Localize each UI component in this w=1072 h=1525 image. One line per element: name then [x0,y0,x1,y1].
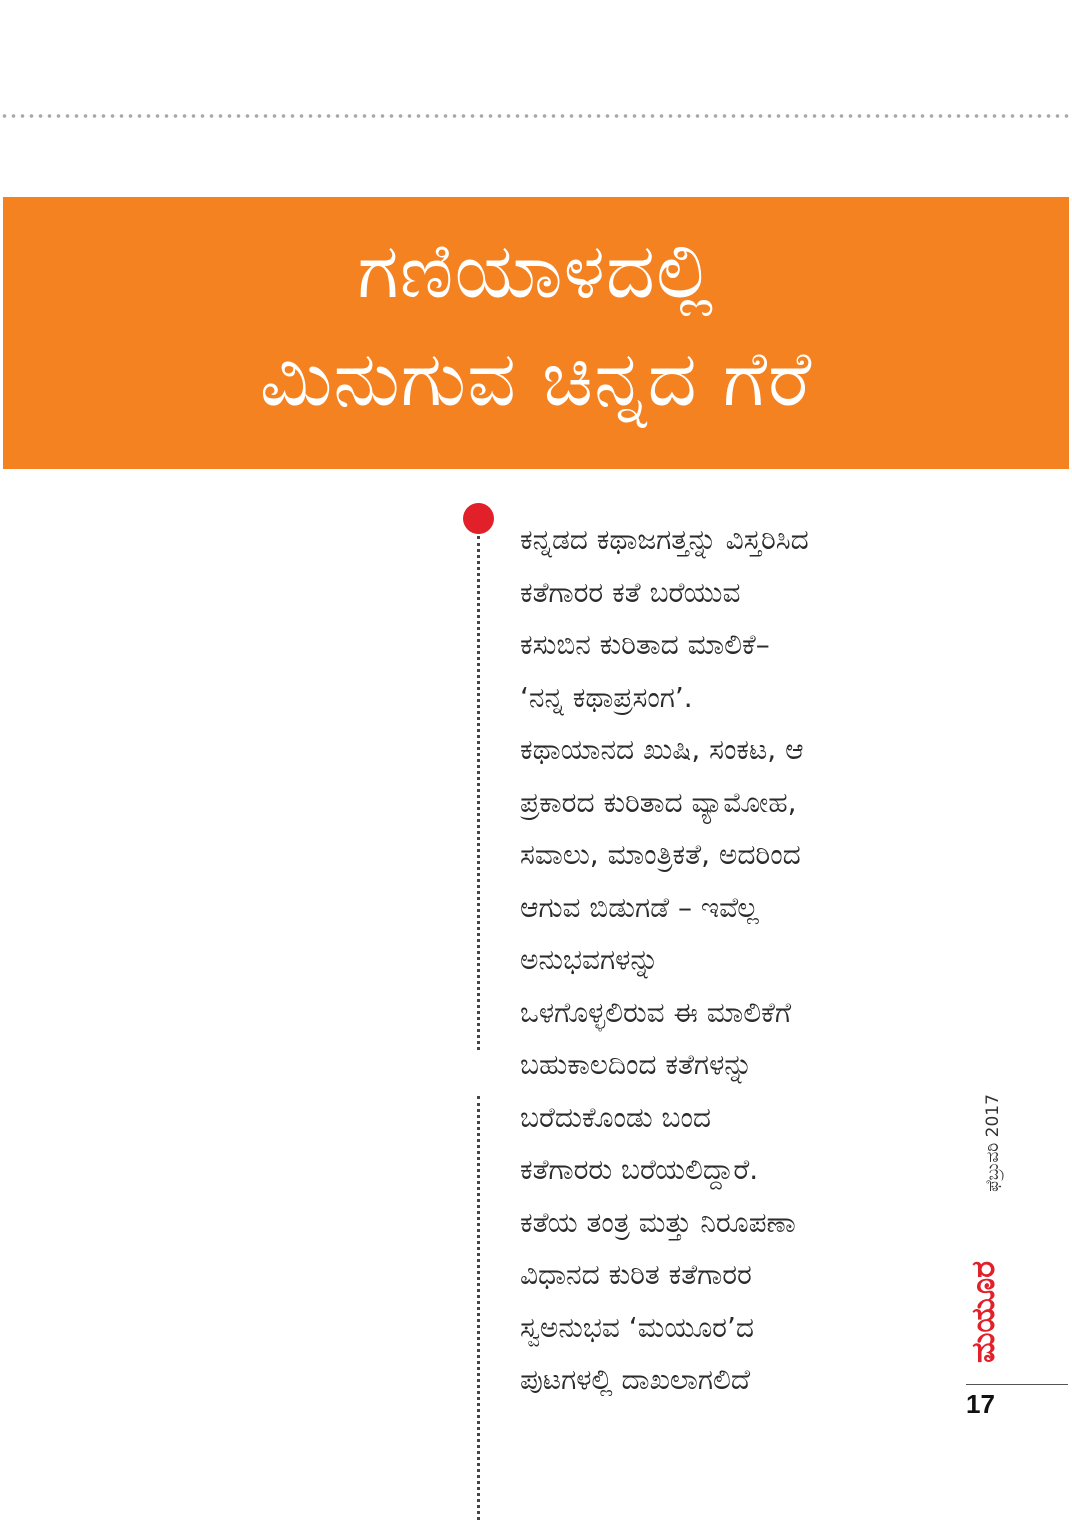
paragraph-line: ಬಹುಕಾಲದಿಂದ ಕತೆಗಳನ್ನು [520,1048,753,1081]
paragraph-line: ಅನುಭವಗಳನ್ನು [520,943,659,976]
page-number-rule [966,1384,1068,1385]
paragraph-line: ‘ನನ್ನ ಕಥಾಪ್ರಸಂಗ’. [520,680,693,714]
paragraph-line: ಪ್ರಕಾರದ ಕುರಿತಾದ ವ್ಯಾಮೋಹ, [520,785,797,819]
dotted-vertical-rule-upper [477,536,480,1050]
paragraph-line: ಬರೆದುಕೊಂಡು ಬಂದ [520,1100,711,1134]
top-dotted-divider [0,114,1072,118]
title-banner [3,197,1069,469]
title-line-2: ಮಿನುಗುವ ಚಿನ್ನದ ಗೆರೆ [259,334,813,423]
magazine-logo: ಮಯೂರ [964,1260,1002,1364]
paragraph-line: ಸ್ವಅನುಭವ ‘ಮಯೂರ’ದ [520,1310,754,1344]
page-number: 17 [966,1389,995,1419]
paragraph-line: ಪುಟಗಳಲ್ಲಿ ದಾಖಲಾಗಲಿದೆ [520,1363,751,1396]
paragraph-line: ಕತೆಗಾರರು ಬರೆಯಲಿದ್ದಾರೆ. [520,1153,759,1186]
paragraph-line: ಕಸುಬಿನ ಕುರಿತಾದ ಮಾಲಿಕೆ– [520,628,770,661]
paragraph-line: ಆಗುವ ಬಿಡುಗಡೆ – ಇವೆಲ್ಲ [520,890,759,924]
paragraph-line: ಒಳಗೊಳ್ಳಲಿರುವ ಈ ಮಾಲಿಕೆಗೆ [520,995,792,1029]
paragraph-line: ವಿಧಾನದ ಕುರಿತ ಕತೆಗಾರರ [520,1258,752,1291]
paragraph-line: ಕನ್ನಡದ ಕಥಾಜಗತ್ತನ್ನು ವಿಸ್ತರಿಸಿದ [520,523,809,556]
issue-date: ಫೆಬ್ರುವರಿ 2017 [983,1094,1003,1192]
paragraph-line: ಸವಾಲು, ಮಾಂತ್ರಿಕತೆ, ಅದರಿಂದ [520,838,801,871]
red-bullet-dot [463,503,494,534]
title-line-1: ಗಣಿಯಾಳದಲ್ಲಿ [357,226,715,315]
paragraph-line: ಕಥಾಯಾನದ ಖುಷಿ, ಸಂಕಟ, ಆ [520,733,804,766]
intro-paragraph [520,514,940,1407]
paragraph-line: ಕತೆಗಾರರ ಕತೆ ಬರೆಯುವ [520,575,741,609]
paragraph-line: ಕತೆಯ ತಂತ್ರ ಮತ್ತು ನಿರೂಪಣಾ [520,1205,796,1239]
dotted-vertical-rule-lower [477,1096,480,1520]
